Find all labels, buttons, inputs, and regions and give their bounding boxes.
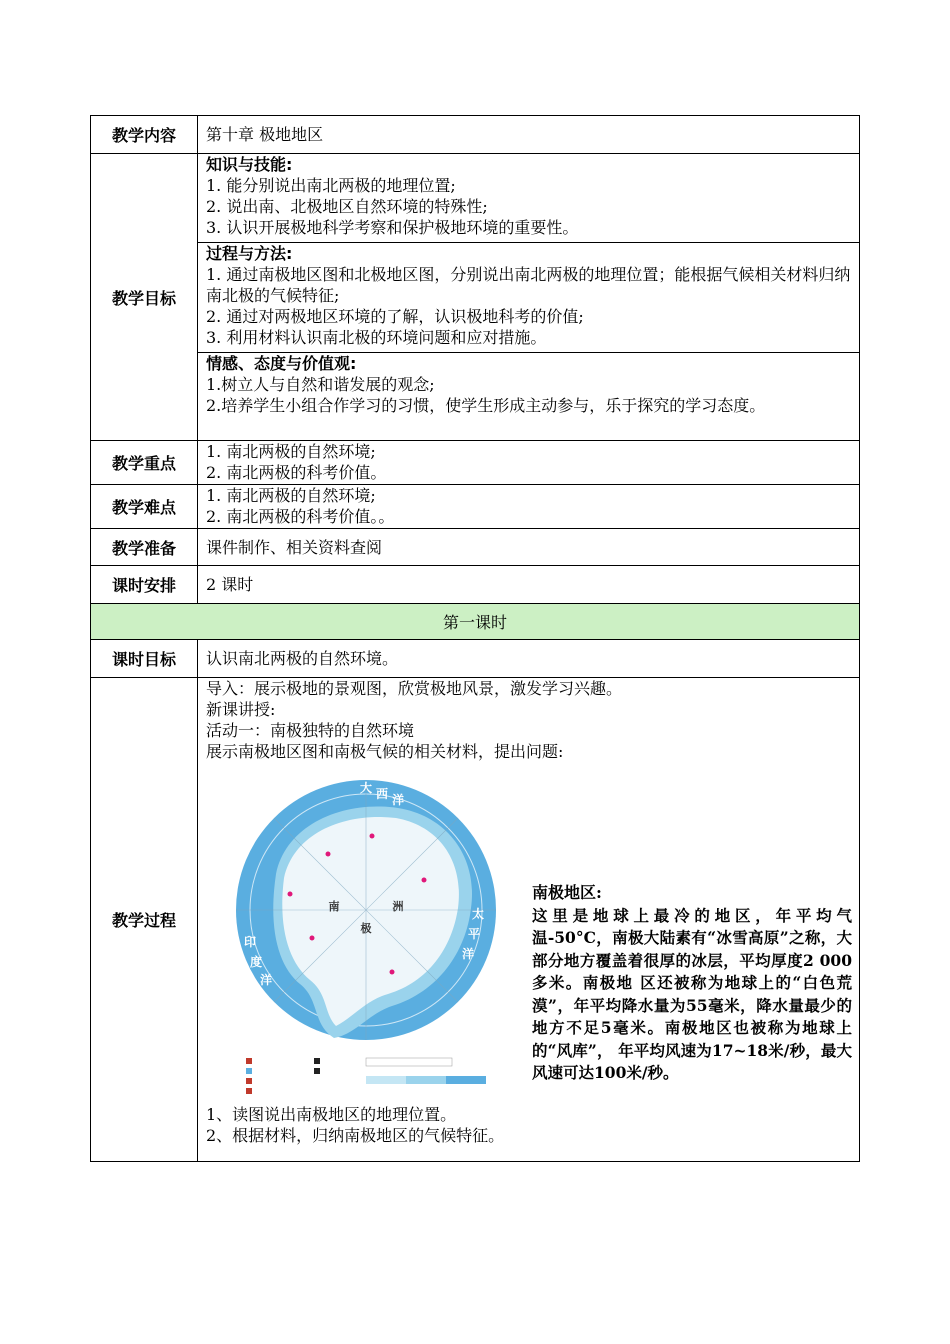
process-item: 2. 通过对两极地区环境的了解，认识极地科考的价值; bbox=[206, 307, 584, 326]
process-block bbox=[198, 242, 859, 352]
emotion-item: 1.树立人与自然和谐发展的观念; bbox=[206, 375, 435, 394]
process-line: 活动一：南极独特的自然环境 bbox=[206, 721, 415, 740]
process-line: 导入：展示极地的景观图，欣赏极地风景，激发学习兴趣。 bbox=[206, 679, 623, 698]
label-difficulties: 教学难点 bbox=[91, 485, 198, 529]
land-label: 极 bbox=[360, 922, 372, 935]
key-point-item: 2. 南北两极的科考价值。 bbox=[206, 463, 387, 482]
lesson-plan-table bbox=[90, 115, 860, 1162]
process-item: 1. 通过南极地区图和北极地区图，分别说出南北两极的地理位置；能根据气候相关材料归纳南北极的气候特征; bbox=[206, 265, 851, 305]
knowledge-item: 2. 说出南、北极地区自然环境的特殊性; bbox=[206, 197, 488, 216]
difficulty-item: 1. 南北两极的自然环境; bbox=[206, 486, 376, 505]
ocean-label: 洋 bbox=[461, 947, 475, 961]
emotion-item: 2.培养学生小组合作学习的习惯，使学生形成主动参与，乐于探究的学习态度。 bbox=[206, 396, 766, 415]
key-point-item: 1. 南北两极的自然环境; bbox=[206, 442, 376, 461]
knowledge-block bbox=[206, 154, 851, 242]
schedule-value: 2 课时 bbox=[198, 566, 860, 604]
ocean-label: 大 bbox=[359, 781, 373, 795]
emotion-heading: 情感、态度与价值观: bbox=[206, 354, 357, 373]
antarctic-climate-text bbox=[532, 882, 852, 1085]
label-teaching-process: 教学过程 bbox=[91, 678, 198, 1162]
process-item: 3. 利用材料认识南北极的环境问题和应对措施。 bbox=[206, 328, 547, 347]
label-goals: 教学目标 bbox=[91, 154, 198, 441]
label-lesson-goal: 课时目标 bbox=[91, 640, 198, 678]
process-line: 展示南极地区图和南极气候的相关材料，提出问题: bbox=[206, 742, 564, 761]
process-line: 新课讲授: bbox=[206, 700, 276, 719]
lesson-banner: 第一课时 bbox=[91, 604, 860, 640]
lesson-goal-value: 认识南北两极的自然环境。 bbox=[198, 640, 860, 678]
content-value: 第十章 极地地区 bbox=[198, 116, 860, 154]
label-content: 教学内容 bbox=[91, 116, 198, 154]
label-key-points: 教学重点 bbox=[91, 441, 198, 485]
ocean-label: 印 bbox=[243, 935, 257, 949]
emotion-block bbox=[198, 352, 859, 440]
preparation-value: 课件制作、相关资料查阅 bbox=[198, 529, 860, 566]
label-preparation: 教学准备 bbox=[91, 529, 198, 566]
antarctic-description: 这里是地球上最冷的地区，年平均气温-50°C，南极大陆素有“冰雪高原”之称，大部分地方覆盖着很厚的冰层，平均厚度2 000多米。南极地 区还被称为地球上的“白色荒漠”，年平均降水量为55毫米，降水量最少的地方不足5毫米。南极地区也被称为地球上的“风库”， 年平均风速为17~18米/秒，最大风速可达100米/秒。 bbox=[532, 905, 852, 1082]
question-item: 2、根据材料，归纳南极地区的气候特征。 bbox=[206, 1126, 505, 1145]
process-heading: 过程与方法: bbox=[206, 244, 293, 263]
antarctic-map bbox=[216, 762, 516, 1102]
map-legend bbox=[246, 1058, 486, 1094]
question-item: 1、读图说出南极地区的地理位置。 bbox=[206, 1105, 457, 1124]
land-label: 南 bbox=[328, 900, 340, 913]
ocean-label: 平 bbox=[467, 927, 481, 941]
difficulties-cell bbox=[198, 485, 860, 529]
knowledge-heading: 知识与技能: bbox=[206, 155, 293, 174]
goals-cell bbox=[198, 154, 860, 441]
teaching-process-cell bbox=[198, 678, 860, 1162]
land-label: 洲 bbox=[392, 900, 404, 913]
key-points-cell bbox=[198, 441, 860, 485]
ocean-label: 洋 bbox=[259, 973, 273, 987]
ocean-label: 西 bbox=[375, 787, 389, 801]
label-schedule: 课时安排 bbox=[91, 566, 198, 604]
difficulty-item: 2. 南北两极的科考价值。。 bbox=[206, 507, 395, 526]
knowledge-item: 3. 认识开展极地科学考察和保护极地环境的重要性。 bbox=[206, 218, 579, 237]
figure-row bbox=[206, 762, 851, 1104]
ocean-label: 洋 bbox=[391, 793, 405, 807]
knowledge-item: 1. 能分别说出南北两极的地理位置; bbox=[206, 176, 456, 195]
ocean-label: 太 bbox=[471, 907, 485, 921]
antarctic-title: 南极地区: bbox=[532, 883, 602, 902]
meridian-lines bbox=[236, 780, 496, 1040]
ocean-label: 度 bbox=[249, 955, 263, 969]
